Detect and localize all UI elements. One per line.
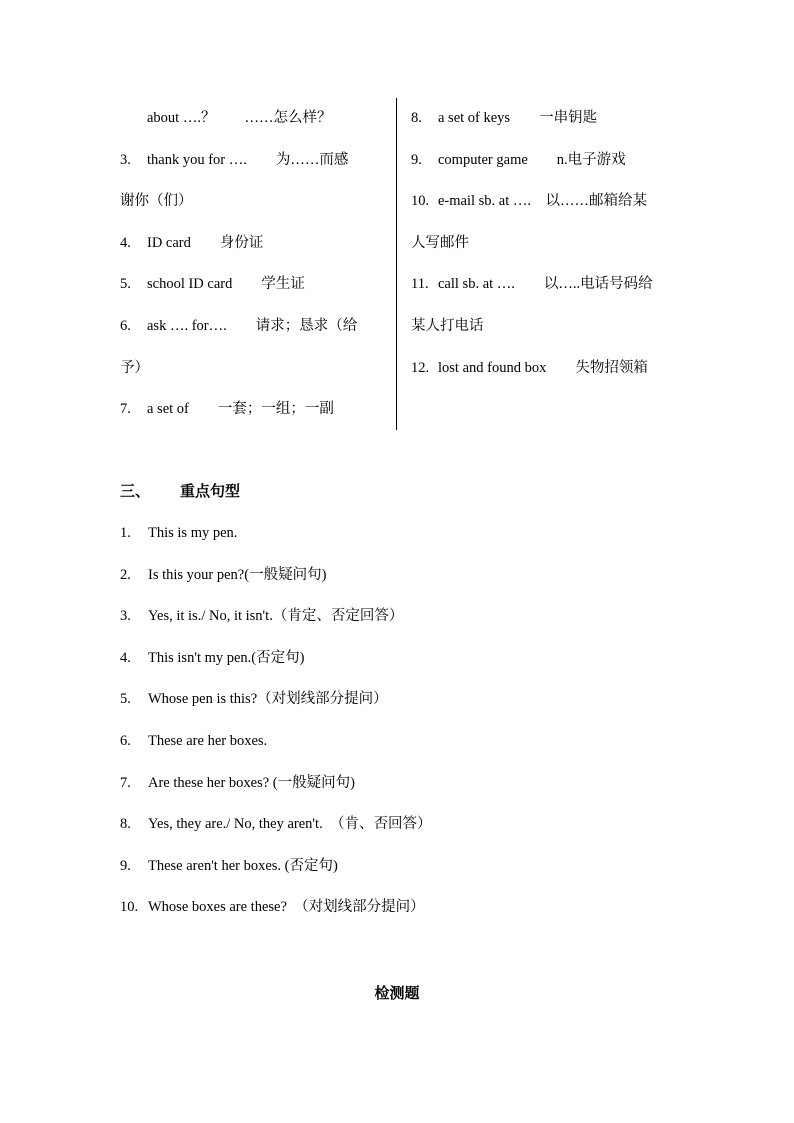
vocab-line bbox=[120, 306, 386, 348]
item-number: 5. bbox=[120, 276, 131, 293]
vocab-line bbox=[411, 264, 681, 306]
section-heading bbox=[120, 480, 240, 501]
item-text: This is my pen. bbox=[148, 525, 238, 541]
item-number: 9. bbox=[120, 857, 131, 874]
vocab-line bbox=[120, 348, 386, 390]
item-number: 3. bbox=[120, 151, 131, 168]
list-item bbox=[120, 638, 680, 680]
item-text: e-mail sb. at …. 以……邮箱给某 bbox=[438, 193, 648, 210]
vocab-line bbox=[411, 98, 681, 140]
vocab-line bbox=[120, 389, 386, 431]
item-text: computer game n.电子游戏 bbox=[438, 151, 626, 168]
item-number: 8. bbox=[411, 110, 422, 126]
item-text: ask …. for…. 请求；恳求（给 bbox=[147, 317, 358, 334]
item-text: This isn't my pen.(否定句) bbox=[148, 649, 305, 666]
item-number: 11. bbox=[411, 276, 429, 293]
item-text: lost and found box 失物招领箱 bbox=[438, 359, 648, 376]
item-text: a set of keys 一串钥匙 bbox=[438, 110, 598, 126]
vocab-line bbox=[411, 223, 681, 265]
list-item bbox=[120, 846, 680, 888]
item-text: 人写邮件 bbox=[411, 234, 469, 251]
item-text: Whose pen is this?（对划线部分提问） bbox=[148, 691, 388, 708]
vocab-left-column bbox=[120, 98, 386, 431]
item-number: 4. bbox=[120, 649, 131, 666]
list-item bbox=[120, 555, 680, 597]
vocab-columns bbox=[120, 98, 680, 430]
item-text: Yes, they are./ No, they aren't. （肯、否回答） bbox=[148, 816, 432, 833]
vocab-line bbox=[120, 140, 386, 182]
list-item bbox=[120, 679, 680, 721]
footer-heading: 检测题 bbox=[374, 984, 420, 1002]
list-item bbox=[120, 804, 680, 846]
item-text: These aren't her boxes. (否定句) bbox=[148, 857, 338, 874]
item-text: call sb. at …. 以…..电话号码给 bbox=[438, 276, 653, 293]
item-text: Is this your pen?(一般疑问句) bbox=[148, 566, 327, 583]
item-number: 6. bbox=[120, 732, 131, 749]
item-text: 谢你（们） bbox=[120, 193, 193, 210]
item-text: 某人打电话 bbox=[411, 317, 484, 334]
item-number: 3. bbox=[120, 608, 131, 625]
item-text: ID card 身份证 bbox=[147, 234, 264, 251]
vocab-line bbox=[120, 98, 386, 140]
vocab-line bbox=[120, 181, 386, 223]
item-text: Are these her boxes? (一般疑问句) bbox=[148, 774, 355, 791]
item-number: 7. bbox=[120, 401, 131, 418]
vocab-line bbox=[411, 181, 681, 223]
vocab-right-column bbox=[411, 98, 681, 389]
list-item bbox=[120, 887, 680, 929]
vocab-line bbox=[411, 140, 681, 182]
item-number: 4. bbox=[120, 234, 131, 251]
list-item bbox=[120, 763, 680, 805]
item-text: a set of 一套；一组；一副 bbox=[147, 401, 334, 418]
list-item bbox=[120, 596, 680, 638]
sentence-list bbox=[120, 513, 680, 929]
vocab-line bbox=[411, 348, 681, 390]
item-text: These are her boxes. bbox=[148, 732, 268, 749]
item-text: Yes, it is./ No, it isn't.（肯定、否定回答） bbox=[148, 608, 404, 625]
item-number: 6. bbox=[120, 317, 131, 334]
item-text: thank you for …. 为……而感 bbox=[147, 151, 349, 168]
column-divider bbox=[396, 98, 397, 430]
item-number: 10. bbox=[411, 193, 430, 210]
section-number: 三、 bbox=[120, 482, 151, 500]
item-number: 1. bbox=[120, 525, 131, 541]
list-item bbox=[120, 513, 680, 555]
item-text: 予） bbox=[120, 359, 149, 376]
item-text: Whose boxes are these? （对划线部分提问） bbox=[148, 899, 425, 916]
vocab-line bbox=[120, 223, 386, 265]
item-number: 2. bbox=[120, 566, 131, 583]
item-text: school ID card 学生证 bbox=[147, 276, 305, 293]
list-item bbox=[120, 721, 680, 763]
item-text: about ….？ ……怎么样？ bbox=[147, 110, 332, 126]
item-number: 12. bbox=[411, 359, 430, 376]
item-number: 9. bbox=[411, 151, 422, 168]
item-number: 10. bbox=[120, 899, 139, 916]
item-number: 7. bbox=[120, 774, 131, 791]
item-number: 5. bbox=[120, 691, 131, 708]
section-title: 重点句型 bbox=[180, 482, 241, 500]
item-number: 8. bbox=[120, 816, 131, 833]
vocab-line bbox=[120, 264, 386, 306]
vocab-line bbox=[411, 306, 681, 348]
